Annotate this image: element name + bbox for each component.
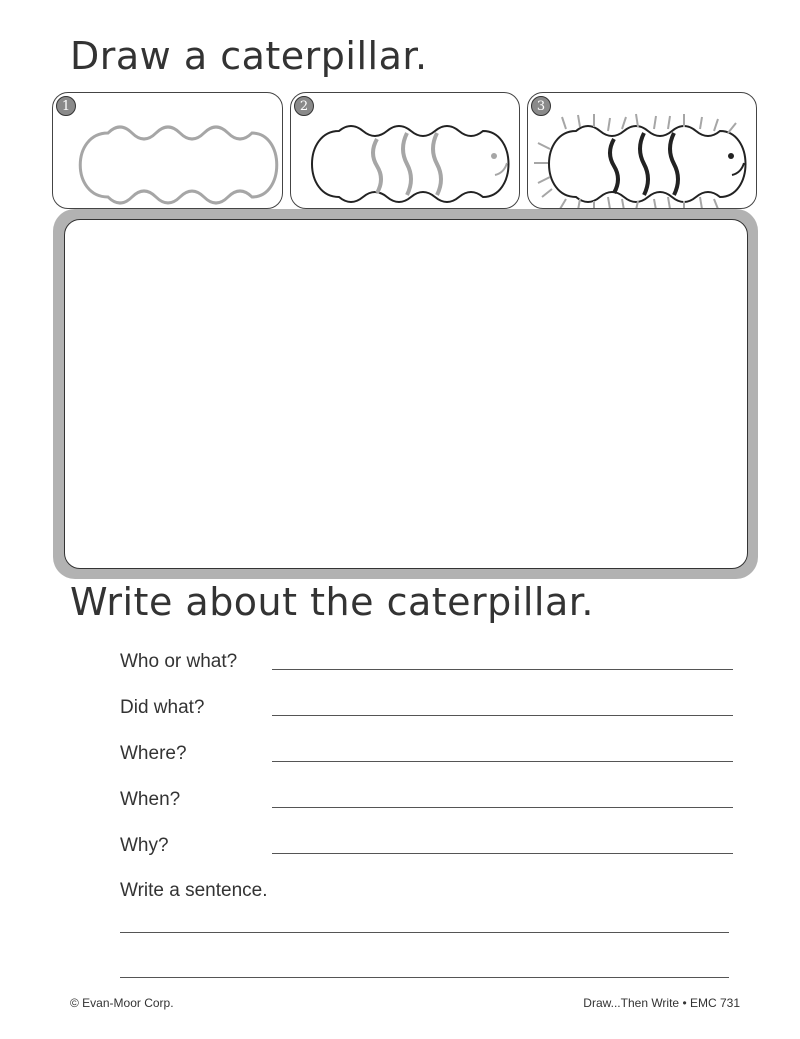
question-label-why: Why? — [120, 835, 169, 856]
question-label-where: Where? — [120, 743, 187, 764]
step-number-badge: 3 — [531, 96, 551, 116]
caterpillar-segments-step-2 — [291, 93, 520, 209]
step-3-panel — [527, 92, 757, 209]
footer-copyright: © Evan-Moor Corp. — [70, 996, 174, 1010]
answer-line-did-what[interactable] — [272, 715, 733, 716]
step-2-panel — [290, 92, 520, 209]
question-label-who: Who or what? — [120, 651, 238, 672]
step-number-badge: 1 — [56, 96, 76, 116]
sentence-line-2[interactable] — [120, 977, 729, 978]
footer-book-info: Draw...Then Write • EMC 731 — [583, 996, 740, 1010]
answer-line-why[interactable] — [272, 853, 733, 854]
question-label-when: When? — [120, 789, 181, 810]
sentence-line-1[interactable] — [120, 932, 729, 933]
step-1-panel — [52, 92, 283, 209]
write-section-title: Write about the caterpillar. — [70, 580, 594, 624]
sentence-prompt: Write a sentence. — [120, 880, 268, 901]
answer-line-when[interactable] — [272, 807, 733, 808]
answer-line-who[interactable] — [272, 669, 733, 670]
step-number-badge: 2 — [294, 96, 314, 116]
answer-line-where[interactable] — [272, 761, 733, 762]
caterpillar-finished-step-3 — [528, 93, 757, 209]
question-label-did-what: Did what? — [120, 697, 205, 718]
drawing-area[interactable] — [64, 219, 748, 569]
caterpillar-outline-step-1 — [53, 93, 283, 209]
page-title: Draw a caterpillar. — [70, 34, 428, 78]
